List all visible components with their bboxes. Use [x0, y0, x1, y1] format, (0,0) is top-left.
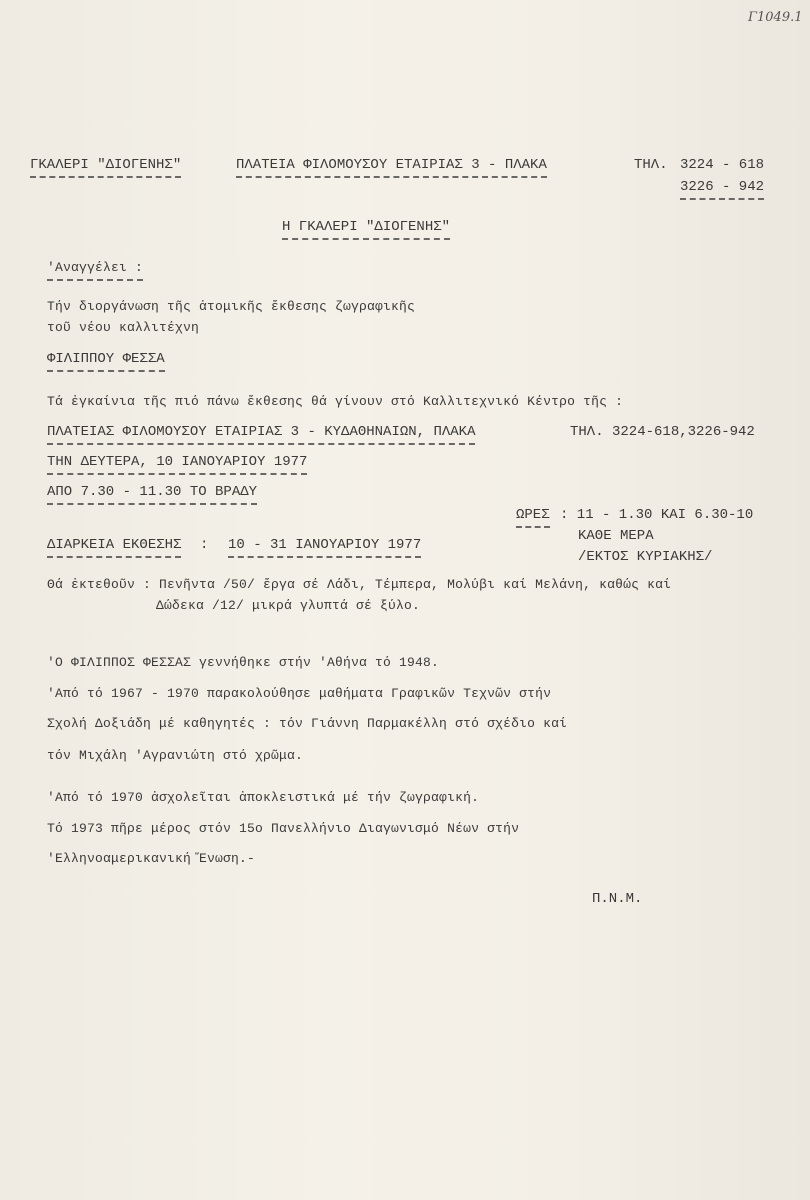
bio-line: 'Ο ΦΙΛΙΠΠΟΣ ΦΕΣΣΑΣ γεννήθηκε στήν 'Αθήνα τό 1948. [47, 655, 440, 670]
bio-line: Τό 1973 πῆρε μέρος στόν 15ο Πανελλήνιο Διαγωνισμό Νέων στήν [47, 821, 520, 836]
bio-line: 'Από τό 1967 - 1970 παρακολούθησε μαθήματα Γραφικῶν Τεχνῶν στήν [47, 686, 552, 701]
header-phone-1: 3224 - 618 [680, 157, 765, 173]
duration-label: ΔΙΑΡΚΕΙΑ ΕΚΘΕΣΗΣ [47, 536, 181, 558]
hours-label: ΩΡΕΣ [516, 506, 550, 528]
announces-label: 'Αναγγέλει : [47, 259, 143, 281]
header-address: ΠΛΑΤΕΙΑ ΦΙΛΟΜΟΥΣΟΥ ΕΤΑΙΡΙΑΣ 3 - ΠΛΑΚΑ [236, 156, 547, 178]
header-phone-label: ΤΗΛ. [634, 157, 668, 173]
duration-separator: : [200, 537, 209, 553]
hours-value: : 11 - 1.30 ΚΑΙ 6.30-10 [560, 507, 754, 523]
opening-line: Τά ἐγκαίνια τῆς πιό πάνω ἔκθεσης θά γίνουν στό Καλλιτεχνικό Κέντρο τῆς : [47, 394, 624, 409]
opening-time: ΑΠΟ 7.30 - 11.30 ΤΟ ΒΡΑΔΥ [47, 483, 257, 505]
duration-value: 10 - 31 ΙΑΝΟΥΑΡΙΟΥ 1977 [228, 536, 421, 558]
header-gallery: ΓΚΑΛΕΡΙ "ΔΙΟΓΕΝΗΣ" [30, 156, 181, 178]
hours-days: ΚΑΘΕ ΜΕΡΑ [578, 528, 654, 544]
header-phone-2: 3226 - 942 [680, 178, 764, 200]
bio-line: 'Ελληνοαμερικανική Ἕνωση.- [47, 851, 256, 866]
works-line: Θά ἐκτεθοῦν : Πενῆντα /50/ ἔργα σέ Λάδι, Τέμπερα, Μολύβι καί Μελάνη, καθώς καί [47, 577, 672, 592]
bio-line: Σχολή Δοξιάδη μέ καθηγητές : τόν Γιάννη Παρμακέλλη στό σχέδιο καί [47, 716, 568, 731]
opening-date: ΤΗΝ ΔΕΥΤΕΡΑ, 10 ΙΑΝΟΥΑΡΙΟΥ 1977 [47, 453, 307, 475]
bio-line: τόν Μιχάλη 'Αγρανιώτη στό χρῶμα. [47, 748, 304, 763]
venue-address: ΠΛΑΤΕΙΑΣ ΦΙΛΟΜΟΥΣΟΥ ΕΤΑΙΡΙΑΣ 3 - ΚΥΔΑΘΗΝΑΙΩΝ, ΠΛΑΚΑ [47, 423, 475, 445]
intro-line: Τήν διοργάνωση τῆς ἀτομικῆς ἔκθεσης ζωγραφικῆς [47, 299, 416, 314]
intro-line: τοῦ νέου καλλιτέχνη [47, 320, 200, 335]
signature-initials: Π.Ν.Μ. [592, 891, 643, 907]
artist-name: ΦΙΛΙΠΠΟΥ ΦΕΣΣΑ [47, 350, 165, 372]
hours-except: /ΕΚΤΟΣ ΚΥΡΙΑΚΗΣ/ [578, 549, 713, 565]
works-line: Δώδεκα /12/ μικρά γλυπτά σέ ξύλο. [156, 598, 421, 613]
venue-phone: ΤΗΛ. 3224-618,3226-942 [570, 424, 755, 440]
bio-line: 'Από τό 1970 ἀσχολεῖται ἀποκλειστικά μέ τήν ζωγραφική. [47, 790, 480, 805]
archive-reference: Γ1049.1 [748, 10, 803, 25]
document-title: Η ΓΚΑΛΕΡΙ "ΔΙΟΓΕΝΗΣ" [282, 218, 450, 240]
